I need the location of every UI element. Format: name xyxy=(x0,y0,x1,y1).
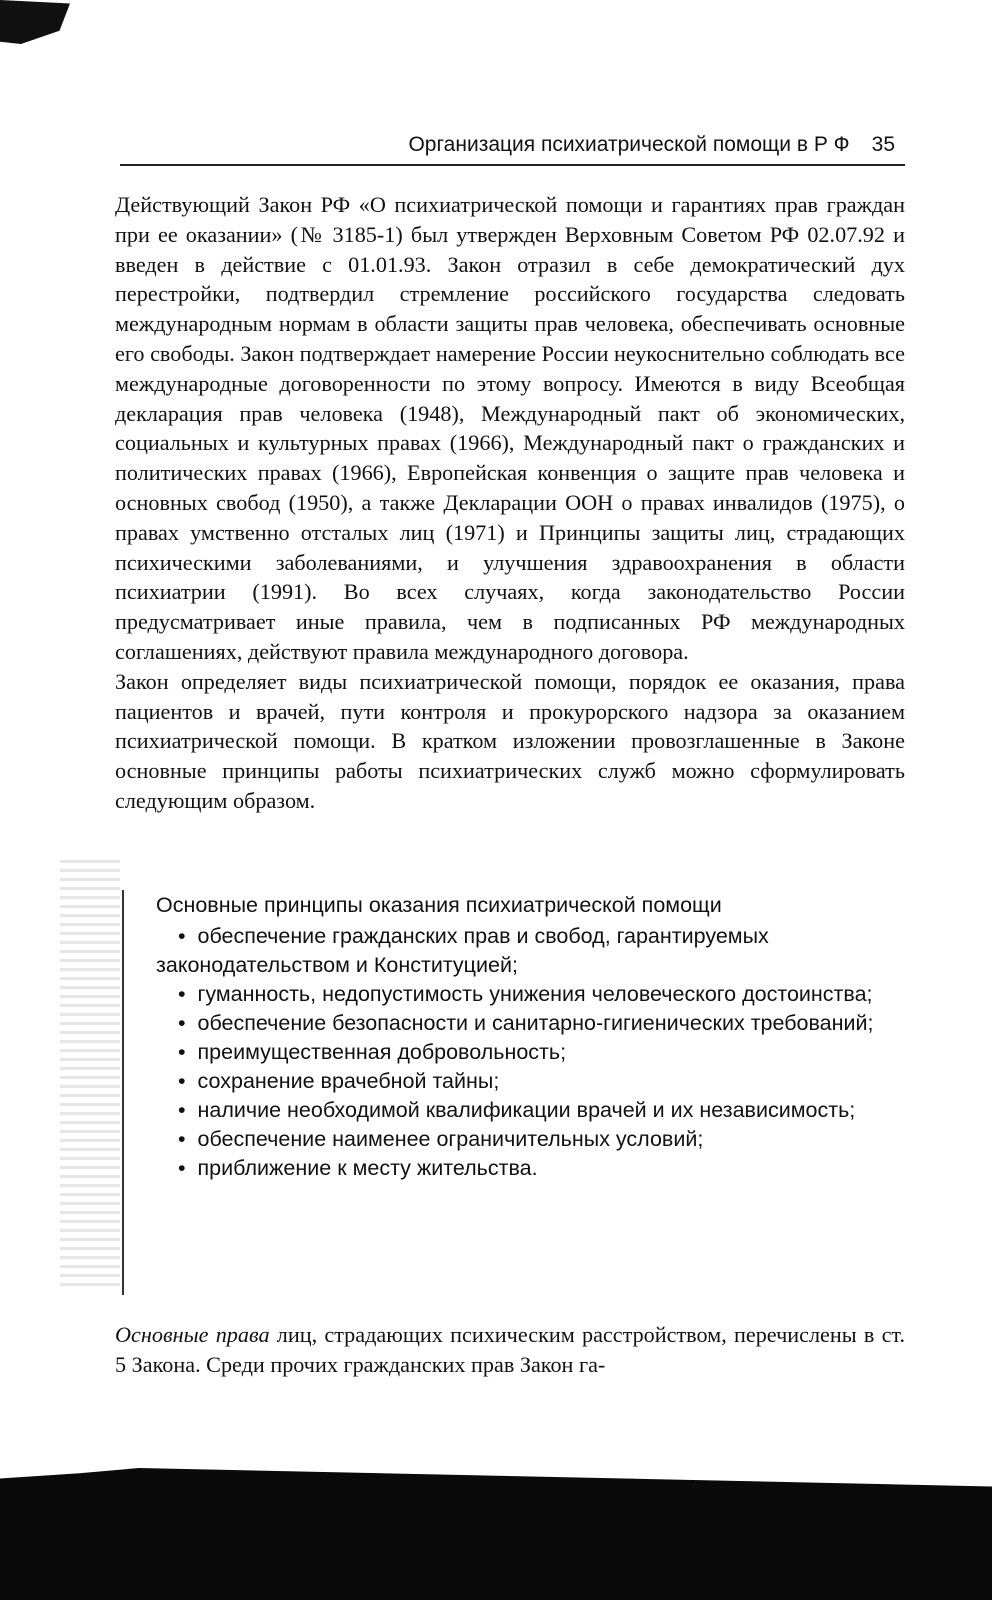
list-item xyxy=(156,1096,881,1125)
list-item-text: гуманность, недопустимость унижения человеческого достоинства; xyxy=(197,982,873,1006)
bullet-icon: • xyxy=(178,1040,186,1064)
closing-italic-lead: Основные права xyxy=(115,1322,270,1347)
bullet-icon: • xyxy=(178,1011,186,1035)
list-item-text: обеспечение гражданских прав и свобод, гарантируемых законодательством и Конституцией; xyxy=(156,924,769,977)
header-rule xyxy=(120,164,905,166)
bullet-icon: • xyxy=(178,1156,186,1180)
list-item xyxy=(156,980,881,1009)
list-item-text: обеспечение безопасности и санитарно-гигиенических требований; xyxy=(197,1011,874,1035)
running-header xyxy=(335,133,895,157)
scan-noise-margin xyxy=(60,860,120,1290)
list-item-text: преимущественная добровольность; xyxy=(197,1040,567,1064)
bullet-icon: • xyxy=(178,1069,186,1093)
list-item xyxy=(156,1067,881,1096)
closing-paragraph xyxy=(115,1320,905,1380)
list-item xyxy=(156,922,881,980)
scan-artifact-bottom-band xyxy=(0,1468,992,1600)
list-item xyxy=(156,1038,881,1067)
bullet-icon: • xyxy=(178,1098,186,1122)
bullet-icon: • xyxy=(178,1127,186,1151)
bullet-icon: • xyxy=(178,982,186,1006)
header-title: Организация психиатрической помощи в Р Ф xyxy=(408,133,850,156)
bullet-icon: • xyxy=(178,924,186,948)
closing-rest: лиц, страдающих психическим расстройством, перечислены в ст. 5 Закона. Среди прочих гражданских прав Закон га- xyxy=(115,1322,906,1377)
page-number: 35 xyxy=(871,133,895,156)
list-item-text: обеспечение наименее ограничительных условий; xyxy=(197,1127,704,1151)
main-text xyxy=(115,190,905,816)
list-item xyxy=(156,1125,881,1154)
list-item xyxy=(156,1009,881,1038)
list-item-text: приближение к месту жительства. xyxy=(197,1156,538,1180)
principles-list xyxy=(156,922,881,1183)
principles-box-title: Основные принципы оказания психиатрической помощи xyxy=(156,893,722,917)
list-item-text: сохранение врачебной тайны; xyxy=(197,1069,500,1093)
scan-artifact-top-left xyxy=(0,0,70,44)
list-item xyxy=(156,1154,881,1183)
paragraph-2: Закон определяет виды психиатрической помощи, порядок ее оказания, права пациентов и врачей, пути контроля и прокурорского надзора за оказанием психиатрической помощи. В кратком изложении провозглашенные в Законе основные принципы работы психиатрических служб можно сформулировать следующим образом. xyxy=(115,668,905,813)
paragraph-1: Действующий Закон РФ «О психиатрической помощи и гарантиях прав граждан при ее оказании» (№ 3185-1) был утвержден Верховным Советом РФ 02.07.92 и введен в действие с 01.01.93. Закон отразил в себе демократический дух перестройки, подтвердил стремление российского государства следовать международным нормам в области защиты прав человека, обеспечивать основные его свободы. Закон подтверждает намерение России неукоснительно соблюдать все международные договоренности по этому вопросу. Имеются в виду Всеобщая декларация прав человека (1948), Международный пакт об экономических, социальных и культурных правах (1966), Международный пакт о гражданских и политических правах (1966), Европейская конвенция о защите прав человека и основных свобод (1950), а также Декларации ООН о правах инвалидов (1975), о правах умственно отсталых лиц (1971) и Принципы защиты лиц, страдающих психическими заболеваниями, и улучшения здравоохранения в области психиатрии (1991). Во всех случаях, когда законодательство России предусматривает иные правила, чем в подписанных РФ международных соглашениях, действуют правила международного договора. xyxy=(115,192,905,664)
list-item-text: наличие необходимой квалификации врачей и их независимость; xyxy=(197,1098,856,1122)
